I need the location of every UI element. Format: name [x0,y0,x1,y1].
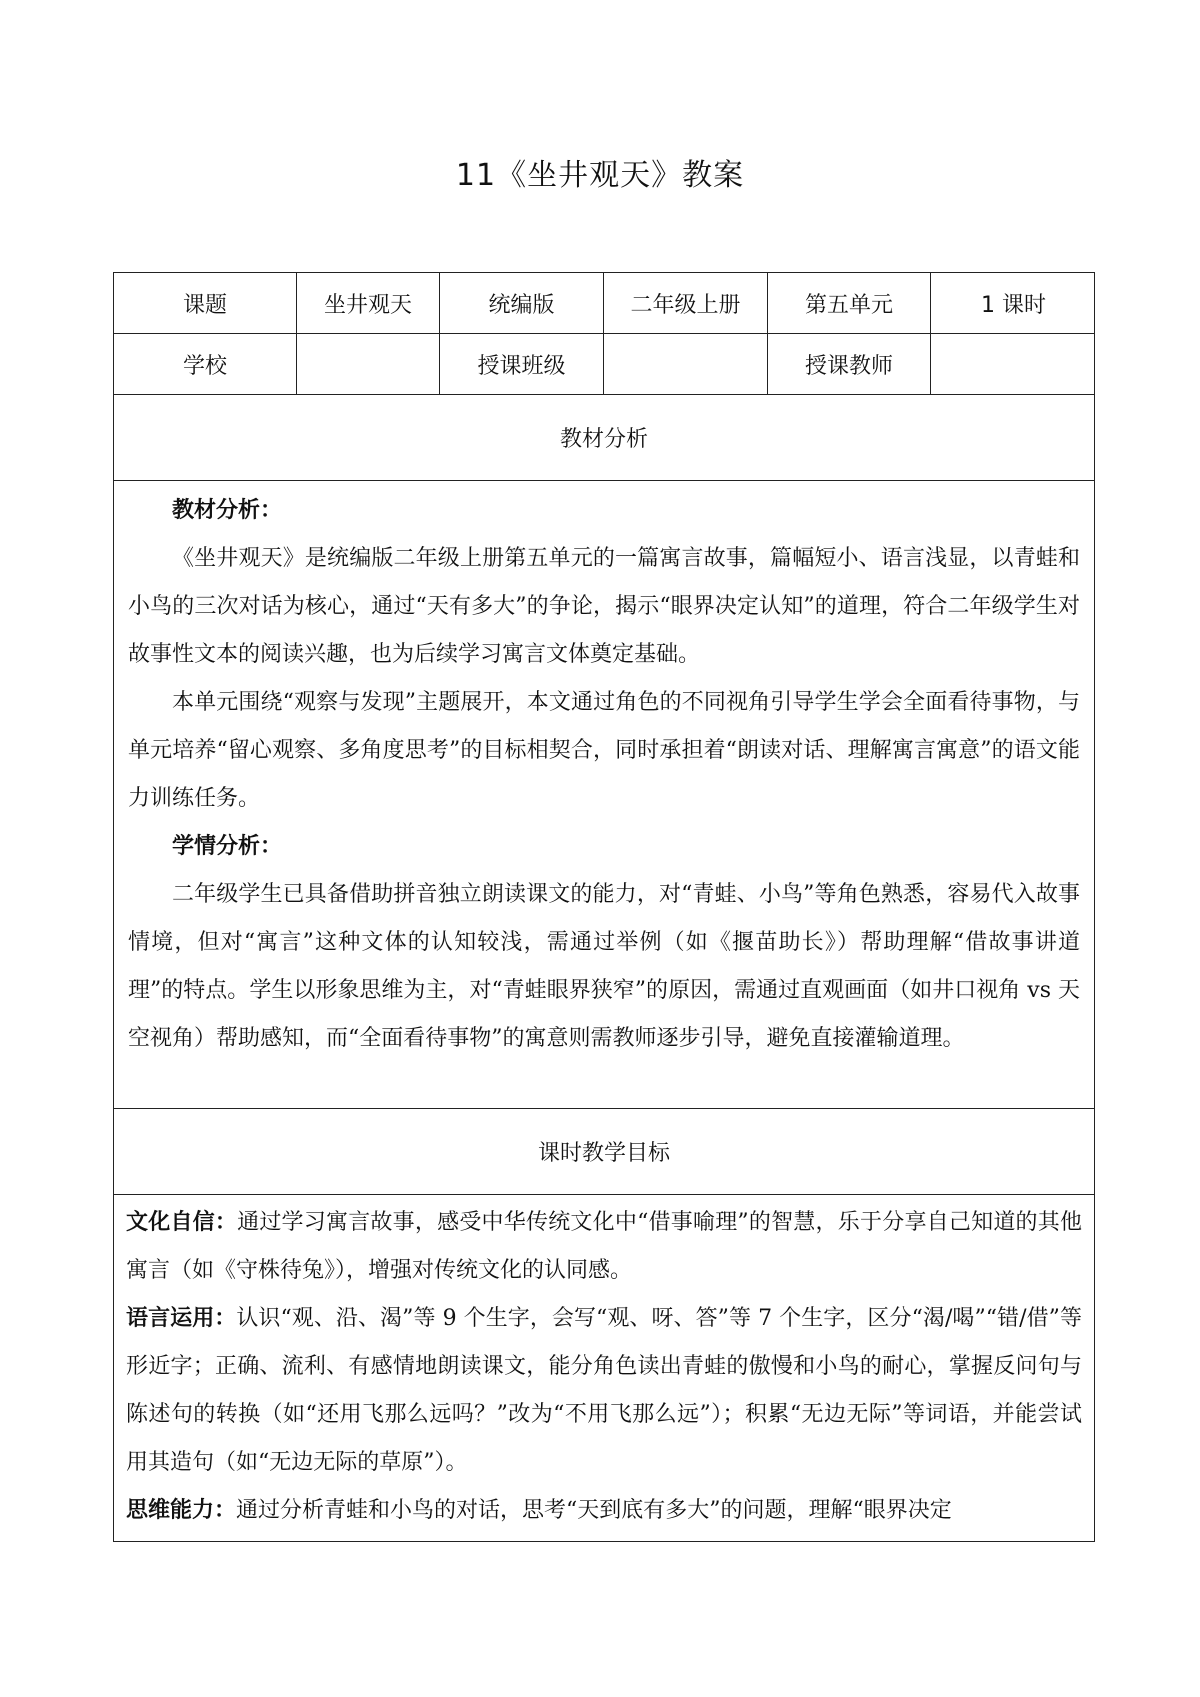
cell-periods: 1 课时 [981,292,1046,318]
goal-item-thinking [126,1487,1082,1535]
info-row-1 [114,273,1094,334]
cell-edition: 统编版 [440,273,604,333]
cell-class-value [604,334,768,394]
lesson-plan-table [113,272,1095,1542]
section-body-goals [114,1195,1094,1541]
paragraph-student-analysis: 二年级学生已具备借助拼音独立朗读课文的能力，对“青蛙、小鸟”等角色熟悉，容易代入故事情境，但对“寓言”这种文体的认知较浅，需通过举例（如《揠苗助长》）帮助理解“借故事讲道理”的特点。学生以形象思维为主，对“青蛙眼界狭窄”的原因，需通过直观画面（如井口视角 vs 天空视角）帮助感知，而“全面看待事物”的寓意则需教师逐步引导，避免直接灌输道理。 [128,882,1080,1051]
cell-school-value [297,334,440,394]
page-title: 11《坐井观天》教案 [455,158,745,193]
info-row-2 [114,334,1094,395]
cell-unit: 第五单元 [768,273,931,333]
goal-text: 通过学习寓言故事，感受中华传统文化中“借事喻理”的智慧，乐于分享自己知道的其他寓言（如《守株待兔》），增强对传统文化的认同感。 [126,1210,1082,1283]
subheading-student-analysis: 学情分析： [172,834,283,859]
goal-text: 认识“观、沿、渴”等 9 个生字，会写“观、呀、答”等 7 个生字，区分“渴/喝”“错/借”等形近字；正确、流利、有感情地朗读课文，能分角色读出青蛙的傲慢和小鸟的耐心，掌握反问句与陈述句的转换（如“还用飞那么远吗？”改为“不用飞那么远”）；积累“无边无际”等词语，并能尝试用其造句（如“无边无际的草原”）。 [126,1306,1082,1475]
cell-teacher-label: 授课教师 [768,334,931,394]
goal-label: 文化自信： [126,1210,238,1235]
goal-item-language [126,1295,1082,1487]
section-body-textbook [114,481,1094,1109]
goal-label: 语言运用： [126,1306,237,1331]
cell-teacher-value [931,334,1096,394]
goal-label: 思维能力： [126,1498,237,1523]
goal-item-culture [126,1199,1082,1295]
goal-text: 通过分析青蛙和小鸟的对话，思考“天到底有多大”的问题，理解“眼界决定 [236,1498,952,1523]
cell-topic-label: 课题 [114,273,297,333]
cell-topic-value: 坐井观天 [297,273,440,333]
subheading-textbook-analysis: 教材分析： [172,498,283,523]
paragraph-textbook-1: 《坐井观天》是统编版二年级上册第五单元的一篇寓言故事，篇幅短小、语言浅显，以青蛙和小鸟的三次对话为核心，通过“天有多大”的争论，揭示“眼界决定认知”的道理，符合二年级学生对故事性文本的阅读兴趣，也为后续学习寓言文体奠定基础。 [128,546,1080,667]
paragraph-textbook-2: 本单元围绕“观察与发现”主题展开，本文通过角色的不同视角引导学生学会全面看待事物，与单元培养“留心观察、多角度思考”的目标相契合，同时承担着“朗读对话、理解寓言寓意”的语文能力训练任务。 [128,690,1080,811]
section-heading-textbook: 教材分析 [114,395,1094,481]
cell-class-label: 授课班级 [440,334,604,394]
cell-grade: 二年级上册 [604,273,768,333]
section-heading-goals: 课时教学目标 [114,1109,1094,1195]
cell-school-label: 学校 [114,334,297,394]
